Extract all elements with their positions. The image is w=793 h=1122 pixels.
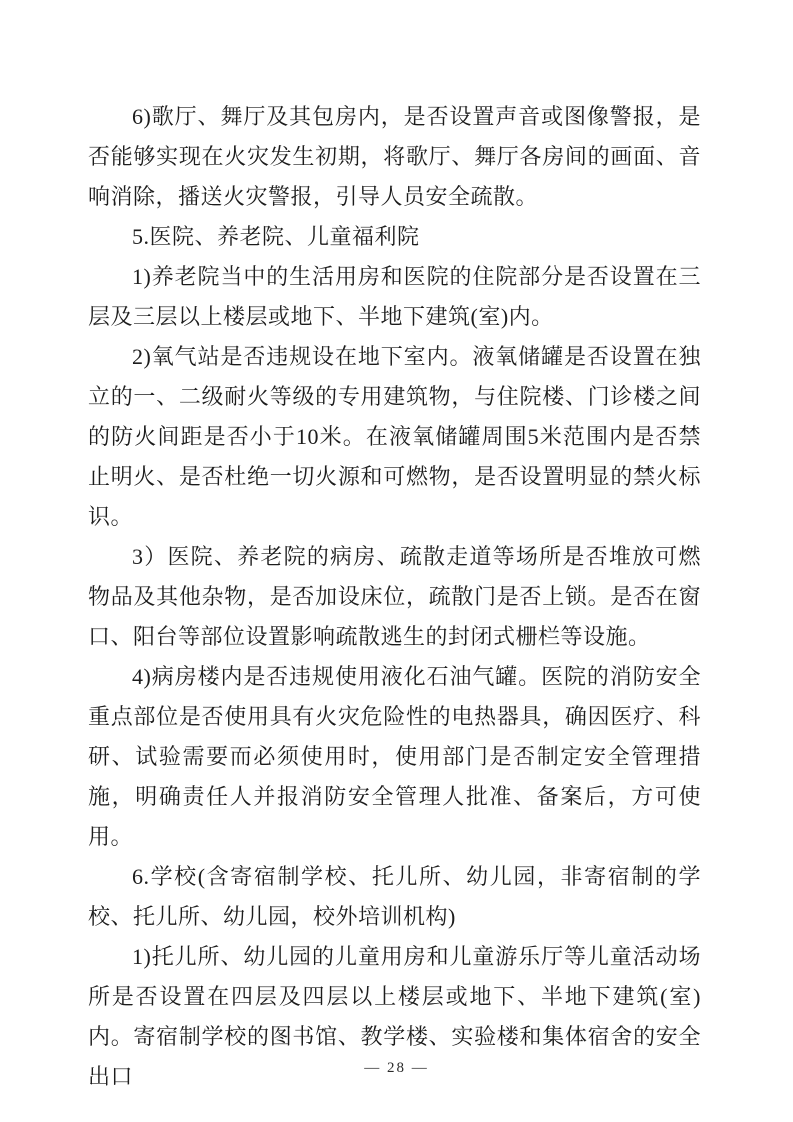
- clause-5-2-oxygen-station: 2)氧气站是否违规设在地下室内。液氧储罐是否设置在独立的一、二级耐火等级的专用建筑物，与住院楼、门诊楼之间的防火间距是否小于10米。在液氧储罐周围5米范围内是否禁止明火、是否杜绝一切火源和可燃物，是否设置明显的禁火标识。: [88, 344, 701, 529]
- clause-6-ktv-alarm: 6)歌厅、舞厅及其包房内，是否设置声音或图像警报，是否能够实现在火灾发生初期，将歌厅、舞厅各房间的画面、音响消除，播送火灾警报，引导人员安全疏散。: [88, 104, 701, 209]
- clause-5-3-evacuation-corridors: 3）医院、养老院的病房、疏散走道等场所是否堆放可燃物品及其他杂物，是否加设床位，疏散门是否上锁。是否在窗口、阳台等部位设置影响疏散逃生的封闭式栅栏等设施。: [88, 544, 701, 649]
- clause-6-1-kindergarten-floors: 1)托儿所、幼儿园的儿童用房和儿童游乐厅等儿童活动场所是否设置在四层及四层以上楼层或地下、半地下建筑(室)内。寄宿制学校的图书馆、教学楼、实验楼和集体宿舍的安全出口: [88, 944, 701, 1089]
- clause-5-1-nursing-home-floors: 1)养老院当中的生活用房和医院的住院部分是否设置在三层及三层以上楼层或地下、半地下建筑(室)内。: [88, 264, 701, 329]
- section-6-heading-schools: 6.学校(含寄宿制学校、托儿所、幼儿园，非寄宿制的学校、托儿所、幼儿园，校外培训机构): [88, 864, 701, 929]
- clause-5-4-lpg-cylinders: 4)病房楼内是否违规使用液化石油气罐。医院的消防安全重点部位是否使用具有火灾危险性的电热器具，确因医疗、科研、试验需要而必须使用时，使用部门是否制定安全管理措施，明确责任人并报消防安全管理人批准、备案后，方可使用。: [88, 664, 701, 849]
- section-5-heading-hospital: 5.医院、养老院、儿童福利院: [132, 224, 420, 249]
- document-body: [88, 97, 701, 1097]
- page-number: — 28 —: [364, 1060, 429, 1076]
